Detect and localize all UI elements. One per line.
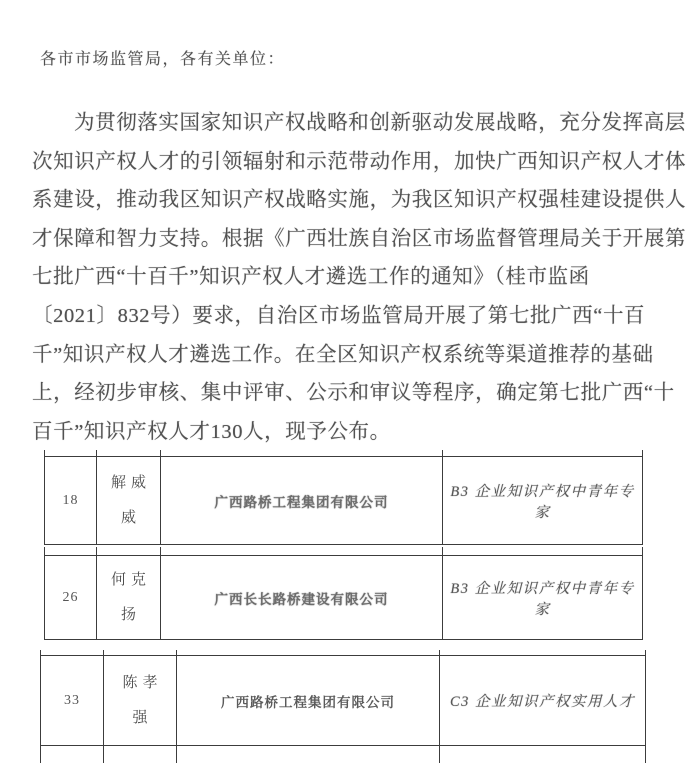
- table-fragment-row-18: [44, 450, 643, 545]
- table-fragment-row-33: [40, 650, 646, 763]
- body-paragraph: [32, 104, 687, 451]
- paragraph-line-3: 系建设，推动我区知识产权战略实施，为我区知识产权强桂建设提供人: [32, 189, 687, 212]
- name-line: 陈孝: [122, 674, 163, 691]
- cell-category: C3 企业知识产权实用人才: [440, 656, 646, 746]
- paragraph-line-4: 才保障和智力支持。根据《广西壮族自治区市场监督管理局关于开展第: [32, 227, 687, 250]
- paragraph-line-1: 为贯彻落实国家知识产权战略和创新驱动发展战略，充分发挥高层: [74, 112, 686, 134]
- cell-company: 广西路桥工程集团有限公司: [161, 457, 443, 545]
- paragraph-line-7: 千”知识产权人才遴选工作。在全区知识产权系统等渠道推荐的基础: [32, 343, 654, 366]
- cell-category: B3 企业知识产权中青年专家: [443, 457, 643, 545]
- name-line: 威: [120, 509, 141, 526]
- paragraph-line-8: 上，经初步审核、集中评审、公示和审议等程序，确定第七批广西“十: [32, 382, 675, 405]
- paragraph-line-6: 〔2021〕832号）要求，自治区市场监管局开展了第七批广西“十百: [32, 304, 646, 327]
- cell-name: [104, 656, 177, 746]
- talent-table: [44, 450, 643, 545]
- name-line: 强: [132, 709, 153, 726]
- cell-serial-number: 26: [45, 556, 97, 640]
- paragraph-line-9: 百千”知识产权人才130人，现予公布。: [32, 420, 391, 443]
- cell-company: 广西路桥工程集团有限公司: [177, 656, 440, 746]
- cell-serial-number: 33: [41, 656, 104, 746]
- cell-name: [97, 457, 161, 545]
- name-line: 何克: [110, 571, 151, 588]
- table-fragment-row-26: [44, 547, 643, 640]
- cell-category: B3 企业知识产权中青年专家: [443, 556, 643, 640]
- cell-company: 广西长长路桥建设有限公司: [161, 556, 443, 640]
- salutation: 各市市场监管局，各有关单位：: [40, 51, 286, 68]
- paragraph-line-5: 七批广西“十百千”知识产权人才遴选工作的通知》（桂市监函: [32, 266, 590, 289]
- cell-serial-number: 18: [45, 457, 97, 545]
- paragraph-line-2: 次知识产权人才的引领辐射和示范带动作用，加快广西知识产权人才体: [32, 150, 687, 173]
- name-line: 解威: [110, 474, 151, 491]
- name-line: 扬: [120, 606, 141, 623]
- table-crop-stub-top: [45, 547, 643, 556]
- table-crop-stub-bottom: [41, 746, 646, 763]
- talent-table: [44, 547, 643, 640]
- table-row: [45, 457, 643, 545]
- talent-table: [40, 650, 646, 763]
- table-row: [41, 656, 646, 746]
- cell-name: [97, 556, 161, 640]
- table-row: [45, 556, 643, 640]
